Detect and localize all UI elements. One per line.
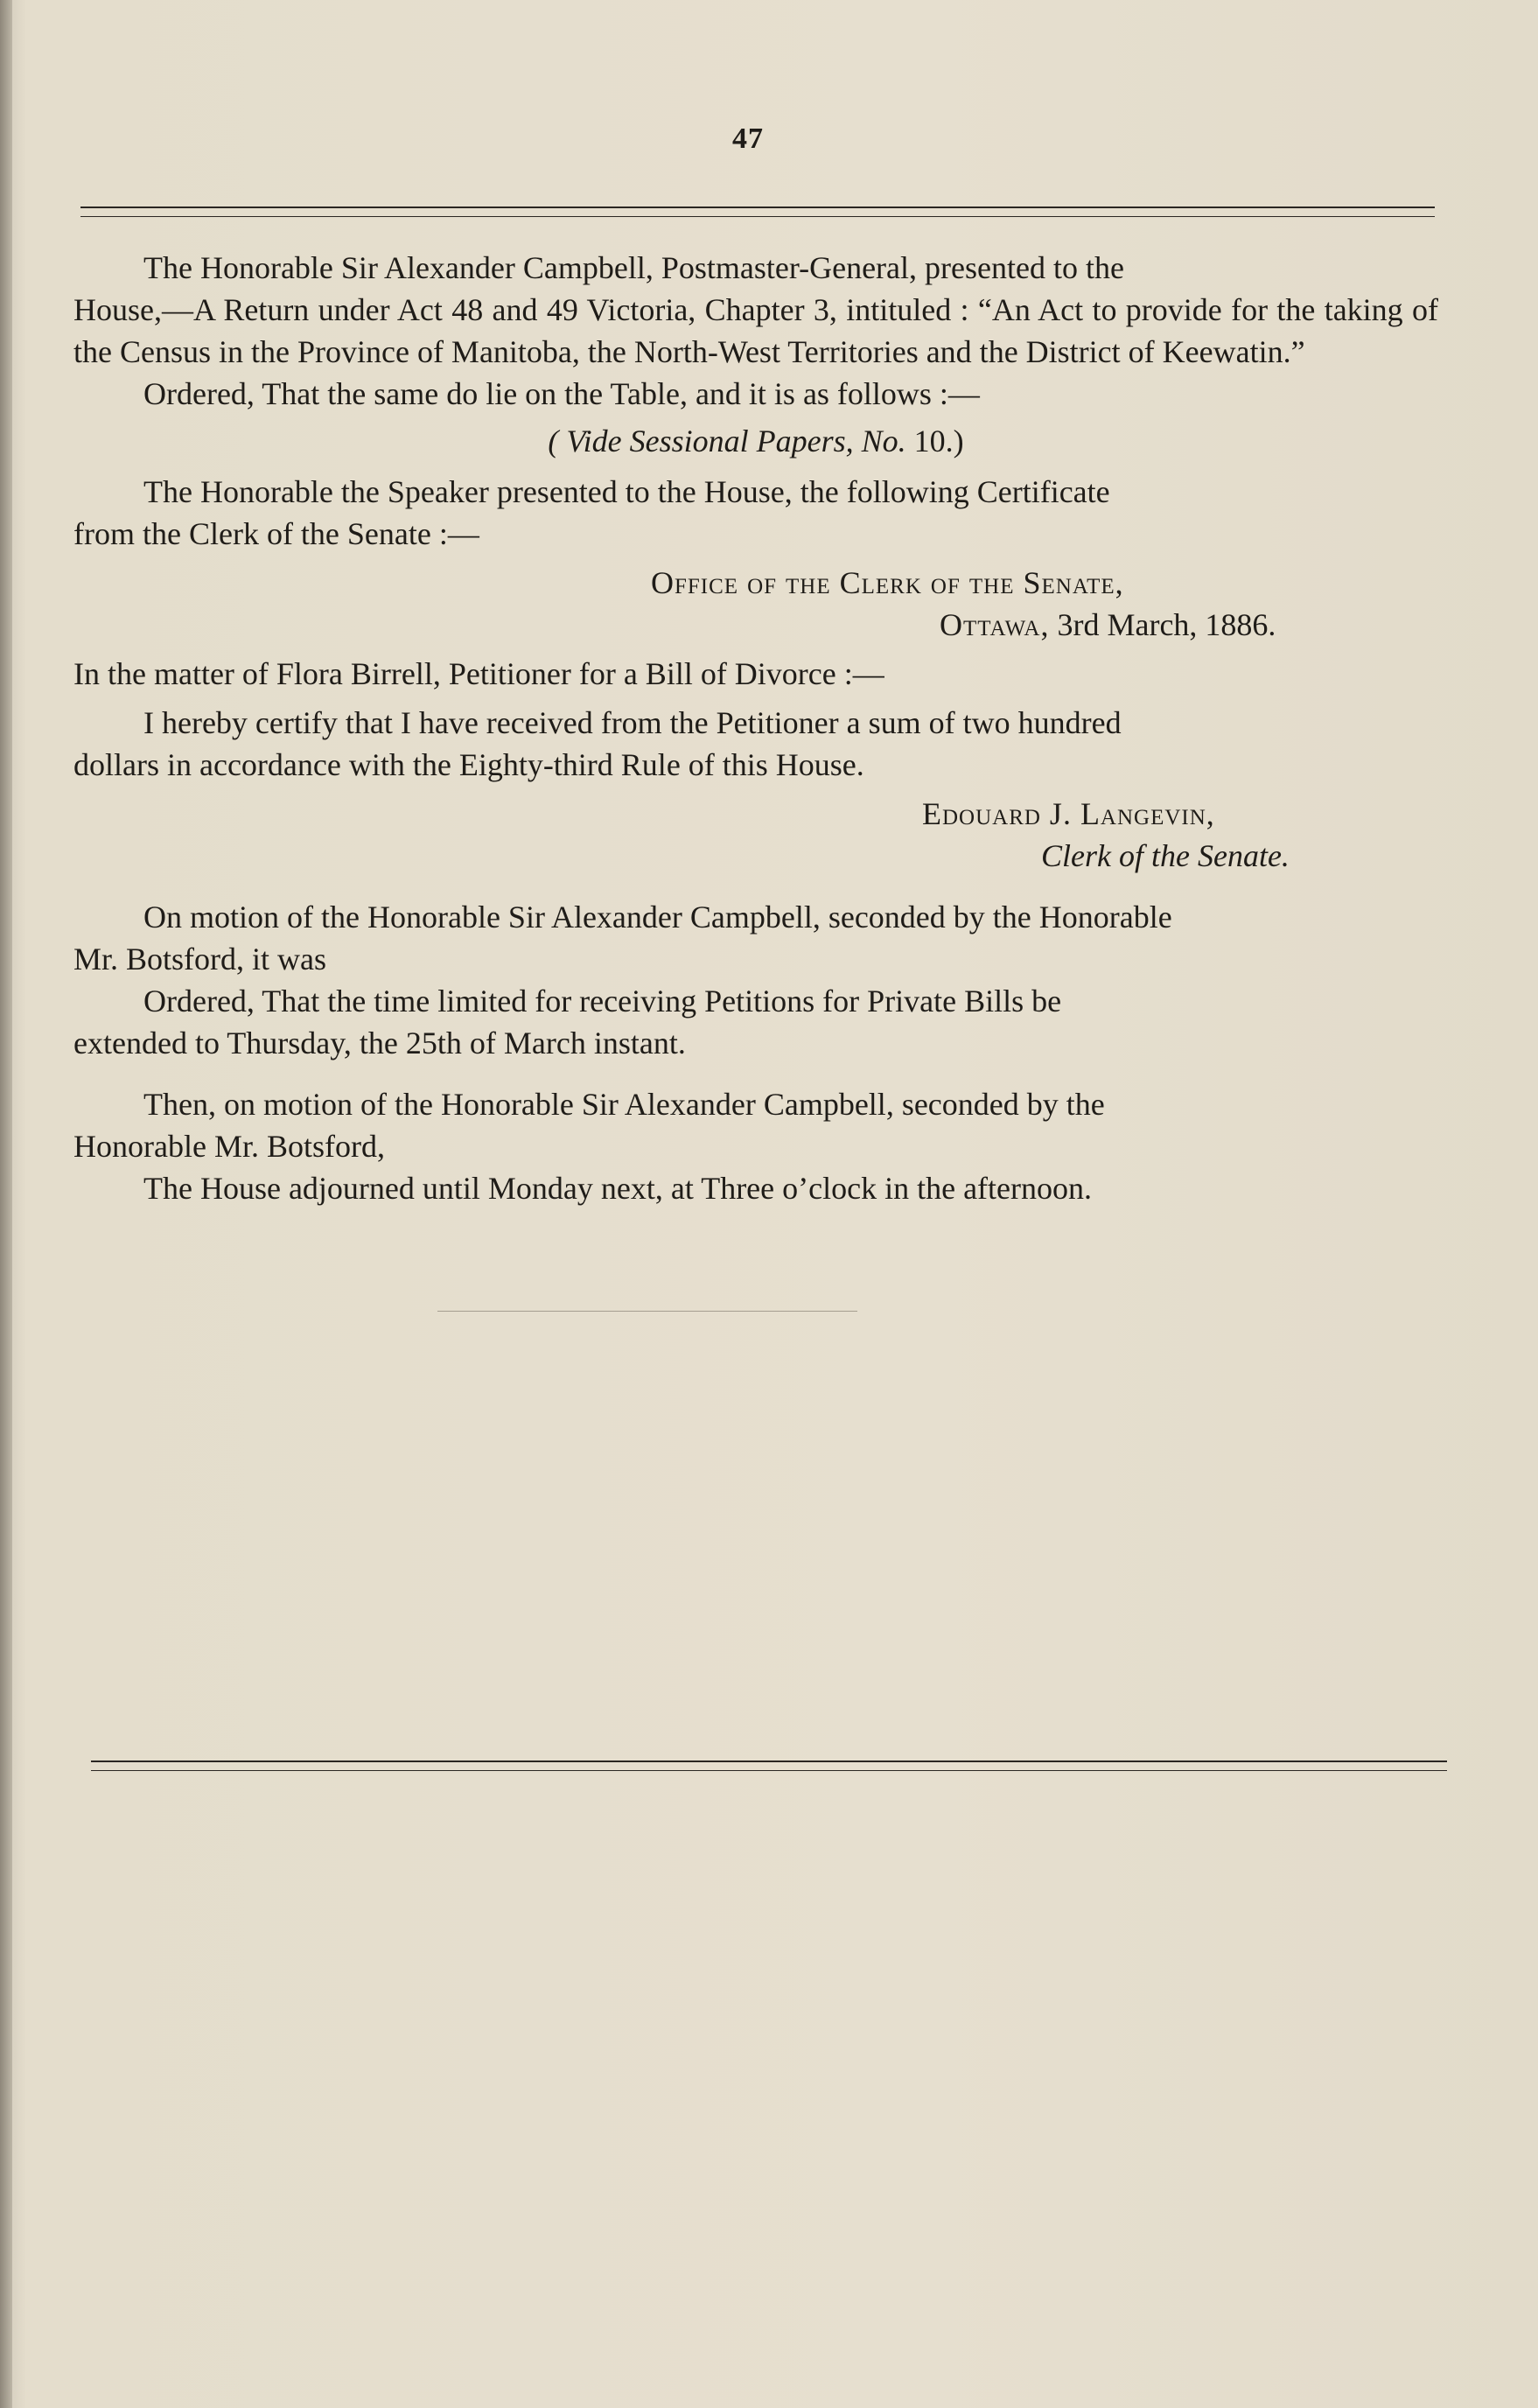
adjourn-paragraph-first-line: Then, on motion of the Honorable Sir Alexander Campbell, seconded by the <box>143 1087 1105 1122</box>
return-paragraph <box>73 247 1438 373</box>
speaker-paragraph-first-line: The Honorable the Speaker presented to the House, the following Certificate <box>143 474 1110 509</box>
journal-entry-body <box>73 247 1438 1209</box>
speaker-paragraph-rest: from the Clerk of the Senate :— <box>73 516 479 551</box>
ottawa-city: Ottawa, <box>940 607 1050 642</box>
vide-reference: ( Vide Sessional Papers, No. <box>548 424 906 458</box>
dateline-date: 3rd March, 1886. <box>1057 607 1276 642</box>
office-of-clerk-heading: Office of the Clerk of the Senate, <box>651 565 1124 600</box>
ordered-table-line: Ordered, That the same do lie on the Table, and it is as follows :— <box>143 376 980 411</box>
ordered-time-first-line: Ordered, That the time limited for receiving Petitions for Private Bills be <box>143 984 1062 1018</box>
bottom-double-rule <box>91 1760 1447 1771</box>
motion-paragraph <box>73 896 1438 980</box>
matter-of-line: In the matter of Flora Birrell, Petitioner for a Bill of Divorce :— <box>73 656 884 691</box>
adjourn-paragraph-rest: Honorable Mr. Botsford, <box>73 1129 385 1164</box>
motion-paragraph-first-line: On motion of the Honorable Sir Alexander Campbell, seconded by the Honorable <box>143 900 1172 934</box>
ottawa-dateline <box>73 604 1438 646</box>
ordered-time-paragraph <box>73 980 1438 1064</box>
return-paragraph-rest: House,—A Return under Act 48 and 49 Victoria, Chapter 3, intituled : “An Act to provide for the taking of the Census in the Province of Manitoba, the North-West Territories and the District of Keewatin.” <box>73 292 1438 369</box>
speaker-paragraph <box>73 471 1438 555</box>
signature-name: Edouard J. Langevin, <box>922 796 1215 831</box>
section-divider-line <box>437 1311 857 1312</box>
vide-sessional-papers <box>73 420 1438 462</box>
adjourn-final-line: The House adjourned until Monday next, at Three o’clock in the afternoon. <box>143 1171 1093 1206</box>
certify-paragraph-rest: dollars in accordance with the Eighty-third Rule of this House. <box>73 747 864 782</box>
return-paragraph-first-line: The Honorable Sir Alexander Campbell, Postmaster-General, presented to the <box>143 250 1124 285</box>
signature-title: Clerk of the Senate. <box>1041 838 1290 873</box>
certify-paragraph-first-line: I hereby certify that I have received from the Petitioner a sum of two hundred <box>143 705 1122 740</box>
page-number: 47 <box>732 122 764 155</box>
top-double-rule <box>80 206 1435 217</box>
ordered-time-rest: extended to Thursday, the 25th of March instant. <box>73 1026 686 1060</box>
book-spine-shadow <box>0 0 12 2408</box>
certify-paragraph <box>73 702 1438 786</box>
vide-number: 10.) <box>913 424 964 458</box>
motion-paragraph-rest: Mr. Botsford, it was <box>73 942 327 976</box>
adjourn-paragraph <box>73 1083 1438 1167</box>
